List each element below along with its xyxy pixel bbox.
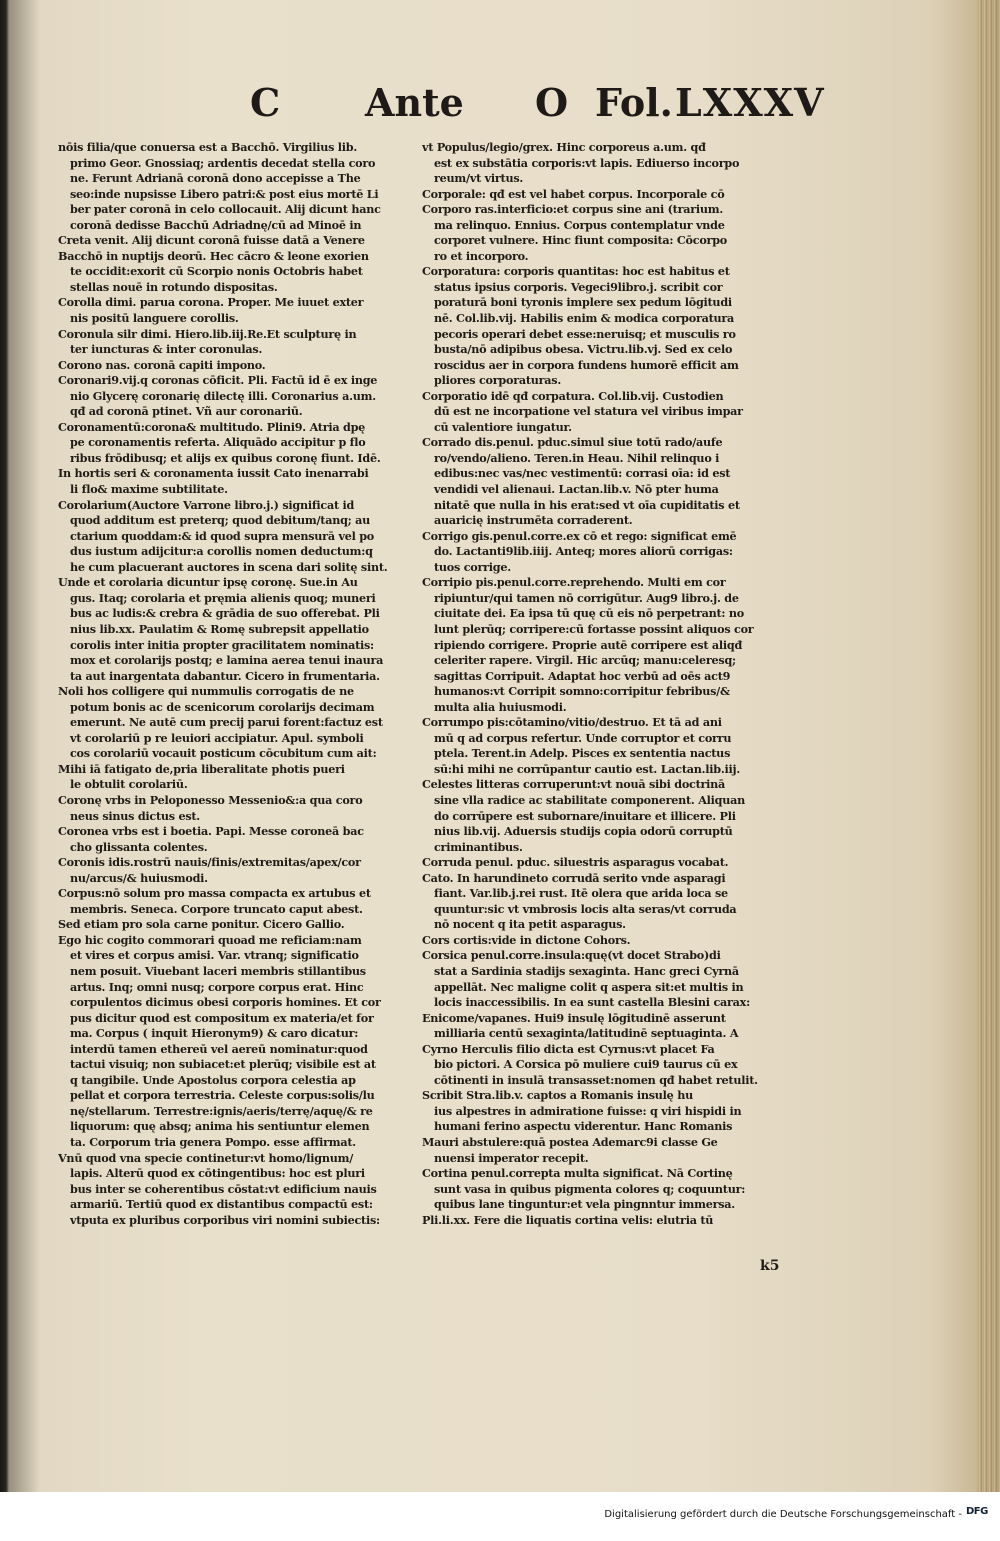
text-line: In hortis seri & coronamenta iussit Cato inenarrabi bbox=[58, 466, 369, 481]
text-line: nis positū languere corollis. bbox=[70, 311, 239, 326]
text-line: dus iustum adijcitur:a corollis nomen deductum:q bbox=[70, 544, 373, 559]
text-line: Corrigo gis.penul.corre.ex cō et rego: significat emē bbox=[422, 528, 737, 543]
text-line: cho glissanta colentes. bbox=[70, 839, 208, 854]
text-line: cū valentiore iungatur. bbox=[434, 419, 572, 434]
text-line: Cortina penul.correpta multa significat. Nā Cortinę bbox=[422, 1166, 733, 1181]
funding-notice: Digitalisierung gefördert durch die Deutsche Forschungsgemeinschaft - bbox=[604, 1509, 962, 1520]
text-line: ro et incorporo. bbox=[434, 248, 529, 263]
text-line: emerunt. Ne autē cum precij parui forent:factuz est bbox=[70, 715, 383, 730]
text-line: ripiendo corrigere. Proprie autē corripere est aliqđ bbox=[434, 637, 743, 652]
text-line: Corruda penul. pduc. siluestris asparagus vocabat. bbox=[422, 855, 729, 870]
text-line: ma relinquo. Ennius. Corpus contemplatur vnde bbox=[434, 217, 725, 232]
text-line: Vnū quod vna specie continetur:vt homo/lignum/ bbox=[58, 1150, 354, 1165]
text-line: ro/vendo/alieno. Teren.in Heau. Nihil relinquo i bbox=[434, 450, 720, 465]
text-line: Mihi iā fatigato de,pria liberalitate photis pueri bbox=[58, 761, 345, 776]
text-line: Corono nas. coronā capiti impono. bbox=[58, 357, 266, 372]
text-line: liquorum: quę absq; anima his sentiuntur elemen bbox=[70, 1119, 370, 1134]
text-line: nio Glycerę coronarię dilectę illi. Coronarius a.um. bbox=[70, 388, 376, 403]
text-line: sū:hi mihi ne corrūpantur cautio est. Lactan.lib.iij. bbox=[434, 761, 740, 776]
text-line: pus dicitur quod est compositum ex materia/et for bbox=[70, 1010, 374, 1025]
text-line: mū q ad corpus refertur. Unde corruptor et corru bbox=[434, 730, 732, 745]
text-line: mox et corolarijs postq; e lamina aerea tenui inaura bbox=[70, 653, 384, 668]
text-line: ta. Corporum tria genera Pompo. esse affirmat. bbox=[70, 1135, 356, 1149]
text-line: li flo& maxime subtilitate. bbox=[70, 482, 228, 497]
text-line: Corrumpo pis:cōtamino/vitio/destruo. Et tā ad ani bbox=[422, 715, 722, 730]
text-line: Cors cortis:vide in dictone Cohors. bbox=[422, 932, 631, 947]
text-line: Corporo ras.interficio:et corpus sine ani (trarium. bbox=[422, 202, 723, 217]
running-header bbox=[250, 80, 825, 128]
text-line: he cum placuerant auctores in scena dari solitę sint. bbox=[70, 559, 388, 574]
text-line: stat a Sardinia stadijs sexaginta. Hanc greci Cyrnā bbox=[434, 963, 739, 978]
text-line: ne. Ferunt Adrianā coronā dono accepisse a The bbox=[70, 171, 361, 186]
text-line: bus inter se coherentibus cōstat:vt edificium nauis bbox=[70, 1181, 377, 1196]
left-column bbox=[58, 140, 416, 1228]
text-line: ta aut inargentata dabantur. Cicero in frumentaria. bbox=[70, 668, 380, 683]
text-line: Enicome/vapanes. Hui9 insulę lōgitudinē asserunt bbox=[422, 1010, 726, 1025]
text-line: Coronea vrbs est i boetia. Papi. Messe coroneā bac bbox=[58, 824, 364, 839]
text-line: Coronula silr dimi. Hiero.lib.iij.Re.Et sculpturę in bbox=[58, 326, 357, 341]
text-line: Bacchō in nuptijs deorū. Hec cācro & leone exorien bbox=[58, 248, 369, 263]
text-line: pecoris operari debet esse:neruisq; et musculis ro bbox=[434, 326, 736, 341]
text-line: Celestes litteras corruperunt:vt nouā sibi doctrinā bbox=[422, 777, 726, 792]
text-line: Coronis idis.rostrū nauis/finis/extremitas/apex/cor bbox=[58, 855, 361, 870]
text-line: sunt vasa in quibus pigmenta colores q; coquuntur: bbox=[434, 1181, 746, 1196]
text-line: criminantibus. bbox=[434, 839, 523, 854]
text-line: pellat et corpora terrestria. Celeste corpus:solis/lu bbox=[70, 1088, 375, 1103]
footer-bar bbox=[0, 1492, 1000, 1541]
text-line: Noli hos colligere qui nummulis corrogatis de ne bbox=[58, 684, 354, 699]
text-line: corporet vulnere. Hinc fiunt composita: Cōcorpo bbox=[434, 233, 727, 248]
text-line: Corripio pis.penul.corre.reprehendo. Multi em cor bbox=[422, 575, 726, 590]
text-line: ma. Corpus ( inquit Hieronym9) & caro dicatur: bbox=[70, 1026, 359, 1041]
text-line: est ex substātia corporis:vt lapis. Ediuerso incorpo bbox=[434, 155, 740, 170]
text-line: membris. Seneca. Corpore truncato caput abest. bbox=[70, 901, 363, 916]
text-line: corolis inter initia propter gracilitatem nominatis: bbox=[70, 637, 374, 652]
header-letter-left: C bbox=[250, 80, 281, 125]
text-line: reum/vt virtus. bbox=[434, 171, 524, 186]
text-line: appellāt. Nec maligne colit q aspera sit:et multis in bbox=[434, 979, 744, 994]
text-line: Unde et corolaria dicuntur ipsę coronę. Sue.in Au bbox=[58, 575, 358, 590]
text-line: nōis filia/que conuersa est a Bacchō. Virgilius lib. bbox=[58, 140, 357, 154]
text-line: neus sinus dictus est. bbox=[70, 808, 200, 823]
text-line: humani ferino aspectu viderentur. Hanc Romanis bbox=[434, 1119, 733, 1134]
text-line: tuos corrige. bbox=[434, 559, 511, 574]
text-line: Corolarium(Auctore Varrone libro.j.) significat id bbox=[58, 497, 355, 512]
text-line: roscidus aer in corpora fundens humorē efficit am bbox=[434, 357, 739, 372]
text-line: Cyrno Herculis filio dicta est Cyrnus:vt placet Fa bbox=[422, 1041, 715, 1056]
text-line: artus. Inq; omni nusq; corpore corpus erat. Hinc bbox=[70, 979, 364, 994]
text-line: nius lib.xx. Paulatim & Romę subrepsit appellatio bbox=[70, 621, 369, 636]
text-line: ribus frōdibusq; et alijs ex quibus coronę fiunt. Idē. bbox=[70, 450, 381, 465]
text-line: do corrūpere est subornare/inuitare et illicere. Pli bbox=[434, 808, 736, 823]
text-line: pliores corporaturas. bbox=[434, 373, 561, 388]
page-edge bbox=[978, 0, 1000, 1492]
text-line: Ego hic cogito commorari quoad me reficiam:nam bbox=[58, 932, 362, 947]
signature-mark: k5 bbox=[760, 1258, 780, 1274]
header-fol: Fol. bbox=[595, 80, 673, 125]
text-line: stellas nouē in rotundo dispositas. bbox=[70, 279, 278, 294]
text-line: Corsica penul.corre.insula:quę(vt docet Strabo)di bbox=[422, 948, 721, 963]
text-line: auaricię instrumēta corraderent. bbox=[434, 513, 633, 528]
text-line: status ipsius corporis. Vegeci9libro.j. scribit cor bbox=[434, 279, 723, 294]
text-line: Corporatura: corporis quantitas: hoc est habitus et bbox=[422, 264, 730, 279]
text-line: celeriter rapere. Virgil. Hic arcūq; manu:celeresq; bbox=[434, 653, 736, 668]
text-line: sine vlla radice ac stabilitate componerent. Aliquan bbox=[434, 792, 745, 807]
text-line: dū est ne incorpatione vel statura vel viribus impar bbox=[434, 404, 743, 419]
text-line: armariū. Tertiū quod ex distantibus compactū est: bbox=[70, 1197, 373, 1212]
text-line: qđ ad coronā ptinet. Vñ aur coronariū. bbox=[70, 404, 303, 419]
text-line: nē. Col.lib.vij. Habilis enim & modica corporatura bbox=[434, 311, 735, 326]
text-line: nius lib.vij. Aduersis studijs copia odorū corruptū bbox=[434, 824, 733, 839]
text-line: edibus:nec vas/nec vestimentū: corrasi oīa: id est bbox=[434, 466, 731, 481]
header-word: Ante bbox=[365, 80, 464, 125]
text-line: sagittas Corripuit. Adaptat hoc verbū ad oēs act9 bbox=[434, 668, 731, 683]
text-line: primo Geor. Gnossiaq; ardentis decedat stella coro bbox=[70, 155, 376, 170]
text-line: ctarium quoddam:& id quod supra mensurā vel po bbox=[70, 528, 375, 543]
text-line: ripiuntur/qui tamen nō corrigūtur. Aug9 libro.j. de bbox=[434, 590, 739, 605]
text-line: vt corolariū p re leuiori accipiatur. Apul. symboli bbox=[70, 730, 364, 745]
text-line: Corporale: qđ est vel habet corpus. Incorporale cō bbox=[422, 186, 725, 201]
text-line: Scribit Stra.lib.v. captos a Romanis insulę hu bbox=[422, 1088, 693, 1103]
text-line: Coronamentū:corona& multitudo. Plini9. Atria dpę bbox=[58, 419, 366, 434]
text-line: le obtulit corolariū. bbox=[70, 777, 188, 792]
text-line: potum bonis ac de scenicorum corolarijs decimam bbox=[70, 699, 375, 714]
text-line: ciuitate dei. Ea ipsa tū quę cū eis nō perpetrant: no bbox=[434, 606, 745, 621]
text-line: ter iuncturas & inter coronulas. bbox=[70, 342, 263, 357]
text-line: busta/nō adipibus obesa. Victru.lib.vj. Sed ex celo bbox=[434, 342, 733, 357]
text-line: Coronę vrbs in Peloponesso Messenio&:a qua coro bbox=[58, 792, 363, 807]
text-line: ptela. Terent.in Adelp. Pisces ex sententia nactus bbox=[434, 746, 731, 761]
text-line: quibus lane tinguntur:et vela pingnntur immersa. bbox=[434, 1197, 735, 1212]
text-line: nitatē que nulla in his erat:sed vt oīa cupiditatis et bbox=[434, 497, 740, 512]
text-line: ius alpestres in admiratione fuisse: q viri hispidi in bbox=[434, 1103, 742, 1118]
text-line: locis inaccessibilis. In ea sunt castella Blesini carax: bbox=[434, 995, 750, 1010]
text-line: nem posuit. Viuebant laceri membris stillantibus bbox=[70, 963, 366, 978]
text-line: quod additum est preterq; quod debitum/tanq; au bbox=[70, 513, 371, 528]
text-line: Cato. In harundineto corrudā serito vnde asparagi bbox=[422, 870, 726, 885]
text-line: gus. Itaq; corolaria et pręmia alienis quoq; muneri bbox=[70, 590, 376, 605]
header-letter-right: O bbox=[535, 80, 569, 125]
gutter-shadow bbox=[0, 0, 40, 1492]
text-line: cos corolariū vocauit posticum cōcubitum cum ait: bbox=[70, 746, 377, 761]
text-line: Corporatio idē qđ corpatura. Col.lib.vij. Custodien bbox=[422, 388, 724, 403]
text-line: Mauri abstulere:quā postea Ademarc9i classe Ge bbox=[422, 1135, 718, 1149]
text-line: do. Lactanti9lib.iiij. Anteq; mores aliorū corrigas: bbox=[434, 544, 733, 559]
text-line: nu/arcus/& huiusmodi. bbox=[70, 870, 208, 885]
text-line: corpulentos dicimus obesi corporis homines. Et cor bbox=[70, 995, 381, 1010]
text-line: ber pater coronā in celo collocauit. Alij dicunt hanc bbox=[70, 202, 381, 217]
text-line: vtputa ex pluribus corporibus viri nomini subiectis: bbox=[70, 1212, 380, 1227]
text-line: q tangibile. Unde Apostolus corpora celestia ap bbox=[70, 1072, 356, 1087]
text-line: te occidit:exorit cū Scorpio nonis Octobris habet bbox=[70, 264, 363, 279]
text-line: nę/stellarum. Terrestre:ignis/aeris/terrę/aquę/& re bbox=[70, 1103, 373, 1118]
right-column bbox=[422, 140, 792, 1228]
text-line: Corpus:nō solum pro massa compacta ex artubus et bbox=[58, 886, 371, 901]
text-line: vt Populus/legio/grex. Hinc corporeus a.um. qđ bbox=[422, 140, 706, 154]
text-line: fiant. Var.lib.j.rei rust. Itē olera que arida loca se bbox=[434, 886, 728, 901]
text-line: Sed etiam pro sola carne ponitur. Cicero Gallio. bbox=[58, 917, 345, 932]
text-line: quuntur:sic vt vmbrosis locis alta seras/vt corruda bbox=[434, 901, 737, 916]
text-line: et vires et corpus amisi. Var. vtranq; significatio bbox=[70, 948, 359, 963]
text-line: nuensi imperator recepit. bbox=[434, 1150, 589, 1165]
text-line: tactui visuiq; non subiacet:et plerūq; visibile est at bbox=[70, 1057, 376, 1072]
text-line: Corolla dimi. parua corona. Proper. Me iuuet exter bbox=[58, 295, 364, 310]
text-line: pe coronamentis referta. Aliquādo accipitur p flo bbox=[70, 435, 366, 450]
folio-number: LXXXV bbox=[675, 80, 825, 125]
text-line: nō nocent q ita petit asparagus. bbox=[434, 917, 626, 932]
text-line: bus ac ludis:& crebra & grādia de suo offerebat. Pli bbox=[70, 606, 380, 621]
text-line: poraturā boni tyronis implere sex pedum lōgitudi bbox=[434, 295, 732, 310]
text-line: Coronari9.vij.q coronas cōficit. Pli. Factū id ē ex inge bbox=[58, 373, 378, 388]
text-line: Creta venit. Alij dicunt coronā fuisse datā a Venere bbox=[58, 233, 365, 248]
text-line: coronā dedisse Bacchū Adriadnę/cū ad Minoē in bbox=[70, 217, 362, 232]
text-line: multa alia huiusmodi. bbox=[434, 699, 567, 714]
text-line: vendidi vel alienaui. Lactan.lib.v. Nō pter huma bbox=[434, 482, 719, 497]
text-line: milliaria centū sexaginta/latitudinē septuaginta. A bbox=[434, 1026, 739, 1041]
text-line: cōtinenti in insulā transasset:nomen qđ habet retulit. bbox=[434, 1072, 758, 1087]
text-line: lunt plerūq; corripere:cū fortasse possint aliquos cor bbox=[434, 621, 754, 636]
text-line: seo:inde nupsisse Libero patri:& post eius mortē Li bbox=[70, 186, 379, 201]
text-line: humanos:vt Corripit somno:corripitur febribus/& bbox=[434, 684, 730, 699]
text-line: bio pictori. A Corsica pō muliere cui9 taurus cū ex bbox=[434, 1057, 738, 1072]
text-line: Pli.li.xx. Fere die liquatis cortina velis: elutria tū bbox=[422, 1212, 714, 1227]
dfg-logo: DFG bbox=[966, 1506, 988, 1517]
text-line: Corrado dis.penul. pduc.simul siue totū rado/aufe bbox=[422, 435, 723, 450]
text-line: interdū tamen ethereū vel aereū nominatur:quod bbox=[70, 1041, 368, 1056]
text-line: lapis. Alterū quod ex cōtingentibus: hoc est pluri bbox=[70, 1166, 365, 1181]
